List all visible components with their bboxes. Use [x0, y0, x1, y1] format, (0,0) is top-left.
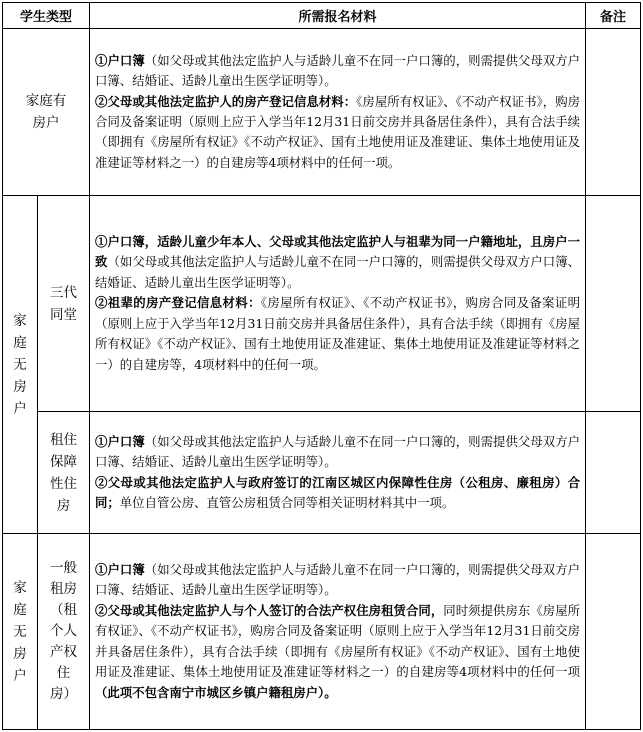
material-item-2 [95, 293, 580, 375]
header-materials: 所需报名材料 [90, 3, 586, 29]
material-item-title: ②祖辈的房产登记信息材料： [95, 295, 261, 311]
subcategory-label: 一般租房（租个人产权住房） [50, 560, 77, 702]
subcategory-cell [38, 196, 90, 412]
subcategory-cell [38, 534, 90, 730]
materials-cell [90, 534, 586, 730]
table-row [3, 29, 641, 196]
category-cell [3, 29, 90, 196]
remarks-cell [586, 534, 641, 730]
material-item-1 [95, 232, 580, 293]
table-row [3, 534, 641, 730]
materials-cell [90, 29, 586, 196]
category-cell [3, 196, 38, 534]
material-item-text: 同时须提供房东《房屋所有权证》、《不动产权证书》，购房合同及备案证明（原则上应于入学当年12月31日前交房并具备居住条件），具有合法手续（即拥有《房屋所有权证》《不动产权证》、国有土地使用证及准建证、集体土地使用证及准建证等材料之一）的自建房等4项材料中的任何一项 [95, 602, 581, 680]
table-row [3, 412, 641, 534]
subcategory-label: 租住保障性住房 [50, 431, 77, 514]
material-item-2 [95, 92, 580, 174]
material-item-title: ②父母或其他法定监护人的房产登记信息材料： [95, 93, 357, 109]
table-row [3, 196, 641, 412]
material-item-1 [95, 560, 580, 601]
material-item-title: ①户口簿，适龄儿童少年本人、父母或其他法定监护人与祖辈为同一户籍地址，且房户一致 [95, 234, 581, 270]
table-header-row [3, 3, 641, 29]
material-item-text: （如父母或其他法定监护人与适龄儿童不在同一户口簿的，则需提供父母双方户口簿、结婚证、适龄儿童出生医学证明等）。 [95, 433, 581, 470]
category-label: 家庭有房户 [25, 93, 67, 131]
materials-cell [90, 196, 586, 412]
material-item-text: 《房屋所有权证》、《不动产权证书》，购房合同及备案证明（原则上应于入学当年12月31日前交房并具备居住条件），具有合法手续（即拥有《房屋所有权证》《不动产权证》、国有土地使用证及准建证、集体土地使用证及准建证等材料之一）的自建房等，4项材料中的任何一项。 [95, 295, 581, 372]
material-item-text: （如父母或其他法定监护人与适龄儿童不在同一户口簿的，则需提供父母双方户口簿、结婚证、适龄儿童出生医学证明等）。 [95, 562, 581, 598]
material-item-text: 单位自管公房、直管公房租赁合同等相关证明材料其中一项。 [119, 494, 455, 510]
material-item-2 [95, 473, 580, 514]
material-item-text: （如父母或其他法定监护人与适龄儿童不在同一户口簿的，则需提供父母双方户口簿、结婚证、适龄儿童出生医学证明等）。 [95, 254, 581, 290]
material-item-1 [95, 432, 580, 473]
remarks-cell [586, 29, 641, 196]
material-item-title: ①户口簿 [95, 562, 145, 578]
material-item-2 [95, 601, 580, 703]
material-item-note: （此项不包含南宁市城区乡镇户籍租房户）。 [95, 684, 337, 700]
material-item-title: ①户口簿 [95, 52, 145, 68]
material-item-title: ②父母或其他法定监护人与政府签订的江南区城区内保障性住房（公租房、廉租房）合同； [95, 474, 581, 510]
material-item-title: ②父母或其他法定监护人与个人签订的合法产权住房租赁合同， [95, 602, 444, 618]
material-item-1 [95, 51, 580, 92]
material-item-title: ①户口簿 [95, 433, 145, 449]
enrollment-materials-table [2, 2, 641, 730]
material-item-text: 《房屋所有权证》、《不动产权证书》，购房合同及备案证明（原则上应于入学当年12月31日前交房并具备居住条件），具有合法手续（即拥有《房屋所有权证》《不动产权证》、国有土地使用证及准建证、集体土地使用证及准建证等材料之一）的自建房等4项材料中的任何一项。 [95, 93, 581, 170]
header-student-type: 学生类型 [3, 3, 90, 29]
subcategory-label: 三代同堂 [50, 284, 77, 323]
category-cell [3, 534, 38, 730]
remarks-cell [586, 196, 641, 412]
remarks-cell [586, 412, 641, 534]
material-item-text: （如父母或其他法定监护人与适龄儿童不在同一户口簿的，则需提供父母双方户口簿、结婚证、适龄儿童出生医学证明等）。 [95, 52, 581, 89]
header-remarks: 备注 [586, 3, 641, 29]
category-label: 家庭无房户 [13, 579, 27, 684]
subcategory-cell [38, 412, 90, 534]
materials-cell [90, 412, 586, 534]
category-label: 家庭无房户 [13, 312, 27, 417]
